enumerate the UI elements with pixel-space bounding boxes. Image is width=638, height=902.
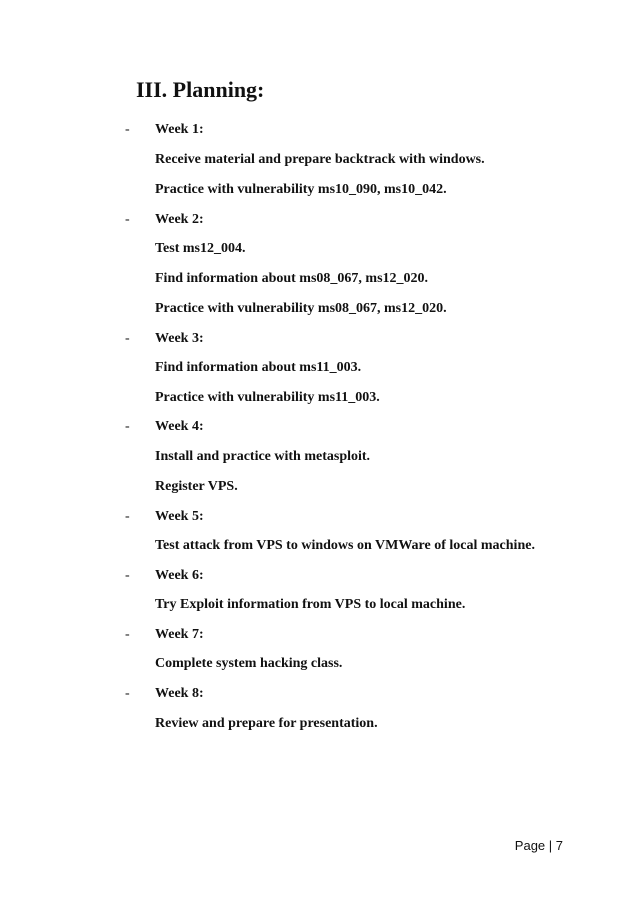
plan-item: Try Exploit information from VPS to local machine. <box>155 597 466 612</box>
page-number: Page | 7 <box>514 838 563 853</box>
week-label: Week 3: <box>155 331 204 346</box>
week-label: Week 2: <box>155 212 204 227</box>
list-dash: - <box>125 331 130 346</box>
plan-item: Find information about ms11_003. <box>155 360 362 375</box>
list-dash: - <box>125 686 130 701</box>
week-label: Week 8: <box>155 686 204 701</box>
week-label: Week 6: <box>155 568 204 583</box>
plan-item: Practice with vulnerability ms08_067, ms12_020. <box>155 301 447 316</box>
plan-item: Receive material and prepare backtrack with windows. <box>155 152 485 167</box>
list-dash: - <box>125 212 130 227</box>
plan-item: Practice with vulnerability ms10_090, ms10_042. <box>155 182 447 197</box>
plan-item: Install and practice with metasploit. <box>155 449 371 464</box>
week-label: Week 4: <box>155 419 204 434</box>
plan-item: Find information about ms08_067, ms12_020. <box>155 271 429 286</box>
plan-item: Test attack from VPS to windows on VMWare of local machine. <box>155 538 535 553</box>
plan-item: Review and prepare for presentation. <box>155 716 378 731</box>
list-dash: - <box>125 568 130 583</box>
section-heading: III. Planning: <box>136 77 265 102</box>
list-dash: - <box>125 509 130 524</box>
list-dash: - <box>125 122 130 137</box>
plan-item: Register VPS. <box>155 479 238 494</box>
week-label: Week 7: <box>155 627 204 642</box>
list-dash: - <box>125 419 130 434</box>
week-label: Week 5: <box>155 509 204 524</box>
plan-item: Complete system hacking class. <box>155 656 343 671</box>
week-label: Week 1: <box>155 122 204 137</box>
plan-item: Test ms12_004. <box>155 241 246 256</box>
list-dash: - <box>125 627 130 642</box>
plan-item: Practice with vulnerability ms11_003. <box>155 390 380 405</box>
